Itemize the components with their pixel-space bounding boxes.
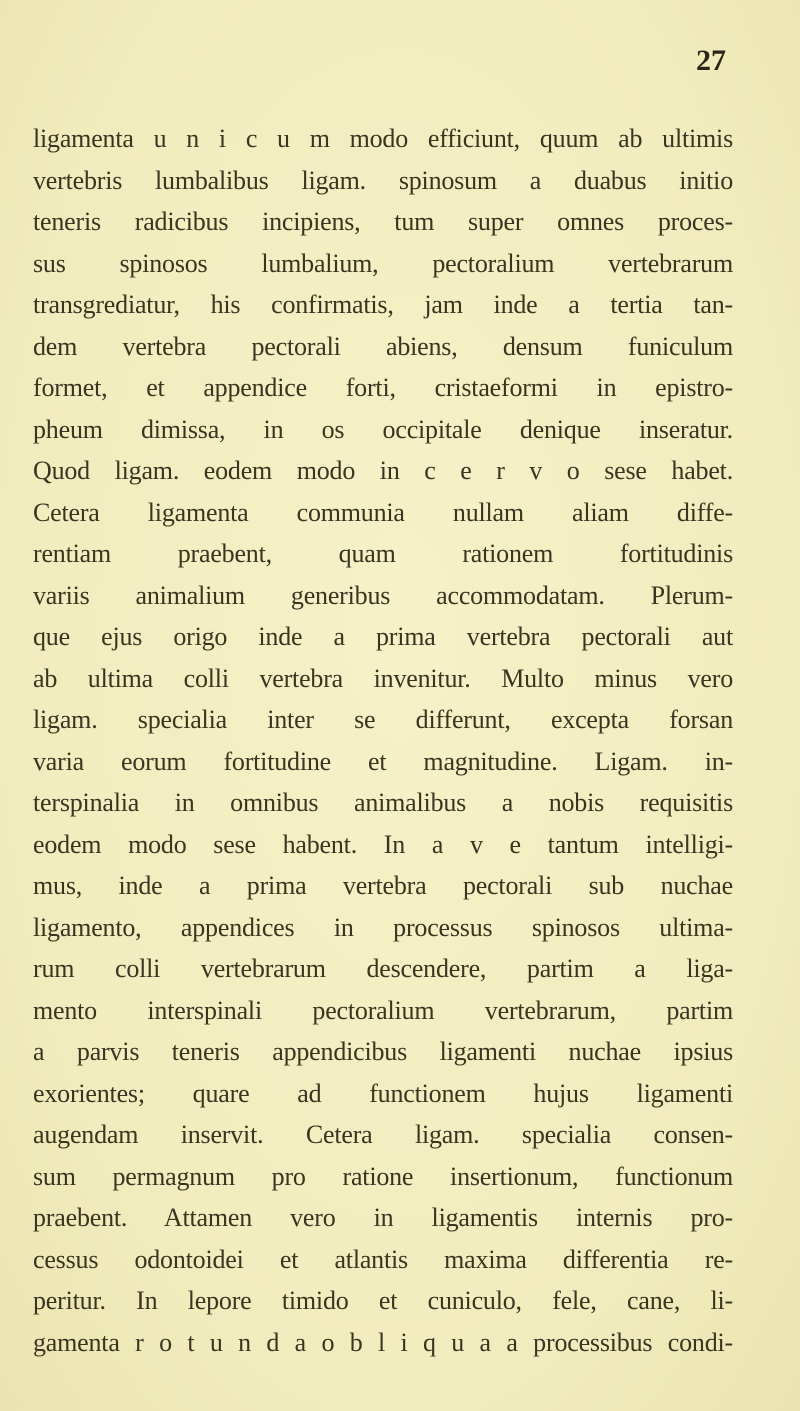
text-line: ligamenta u n i c u m modo efficiunt, quum ab ultimis xyxy=(33,124,733,153)
text-line: variis animalium generibus accommodatam. Plerum- xyxy=(33,580,733,610)
body-text xyxy=(33,118,733,1363)
text-line: ligamento, appendices in processus spinosos ultima- xyxy=(33,912,733,942)
page-number: 27 xyxy=(696,44,726,77)
text-line: transgrediatur, his confirmatis, jam inde a tertia tan- xyxy=(33,290,733,319)
text-line: praebent. Attamen vero in ligamentis internis pro- xyxy=(33,1203,733,1232)
text-line: cessus odontoidei et atlantis maxima differentia re- xyxy=(33,1244,733,1274)
text-line: dem vertebra pectorali abiens, densum funiculum xyxy=(33,331,733,361)
text-line: ligam. specialia inter se differunt, excepta forsan xyxy=(33,705,733,734)
text-line: formet, et appendice forti, cristaeformi in epistro- xyxy=(33,373,733,402)
text-line: eodem modo sese habent. In a v e tantum intelligi- xyxy=(33,829,733,859)
text-line: Cetera ligamenta communia nullam aliam diffe- xyxy=(33,497,733,527)
text-line: sus spinosos lumbalium, pectoralium vertebrarum xyxy=(33,248,733,278)
text-line: mento interspinali pectoralium vertebrarum, partim xyxy=(33,995,733,1025)
text-line: rentiam praebent, quam rationem fortitudinis xyxy=(33,539,733,568)
text-line: sum permagnum pro ratione insertionum, functionum xyxy=(33,1161,733,1191)
text-line: vertebris lumbalibus ligam. spinosum a duabus initio xyxy=(33,165,733,195)
text-line: augendam inservit. Cetera ligam. specialia consen- xyxy=(33,1120,733,1149)
text-line: varia eorum fortitudine et magnitudine. Ligam. in- xyxy=(33,746,733,776)
text-line: Quod ligam. eodem modo in c e r v o sese habet. xyxy=(33,456,733,485)
text-line: a parvis teneris appendicibus ligamenti nuchae ipsius xyxy=(33,1037,733,1066)
text-line: rum colli vertebrarum descendere, partim a liga- xyxy=(33,954,733,983)
text-line: ab ultima colli vertebra invenitur. Multo minus vero xyxy=(33,663,733,693)
text-line: gamenta r o t u n d a o b l i q u a a processibus condi- xyxy=(33,1327,733,1357)
text-line: que ejus origo inde a prima vertebra pectorali aut xyxy=(33,622,733,651)
text-line: exorientes; quare ad functionem hujus ligamenti xyxy=(33,1078,733,1108)
text-line: terspinalia in omnibus animalibus a nobis requisitis xyxy=(33,788,733,817)
text-line: pheum dimissa, in os occipitale denique inseratur. xyxy=(33,414,733,444)
text-line: teneris radicibus incipiens, tum super omnes proces- xyxy=(33,207,733,236)
text-line: mus, inde a prima vertebra pectorali sub nuchae xyxy=(33,871,733,900)
text-line: peritur. In lepore timido et cuniculo, fele, cane, li- xyxy=(33,1286,733,1315)
